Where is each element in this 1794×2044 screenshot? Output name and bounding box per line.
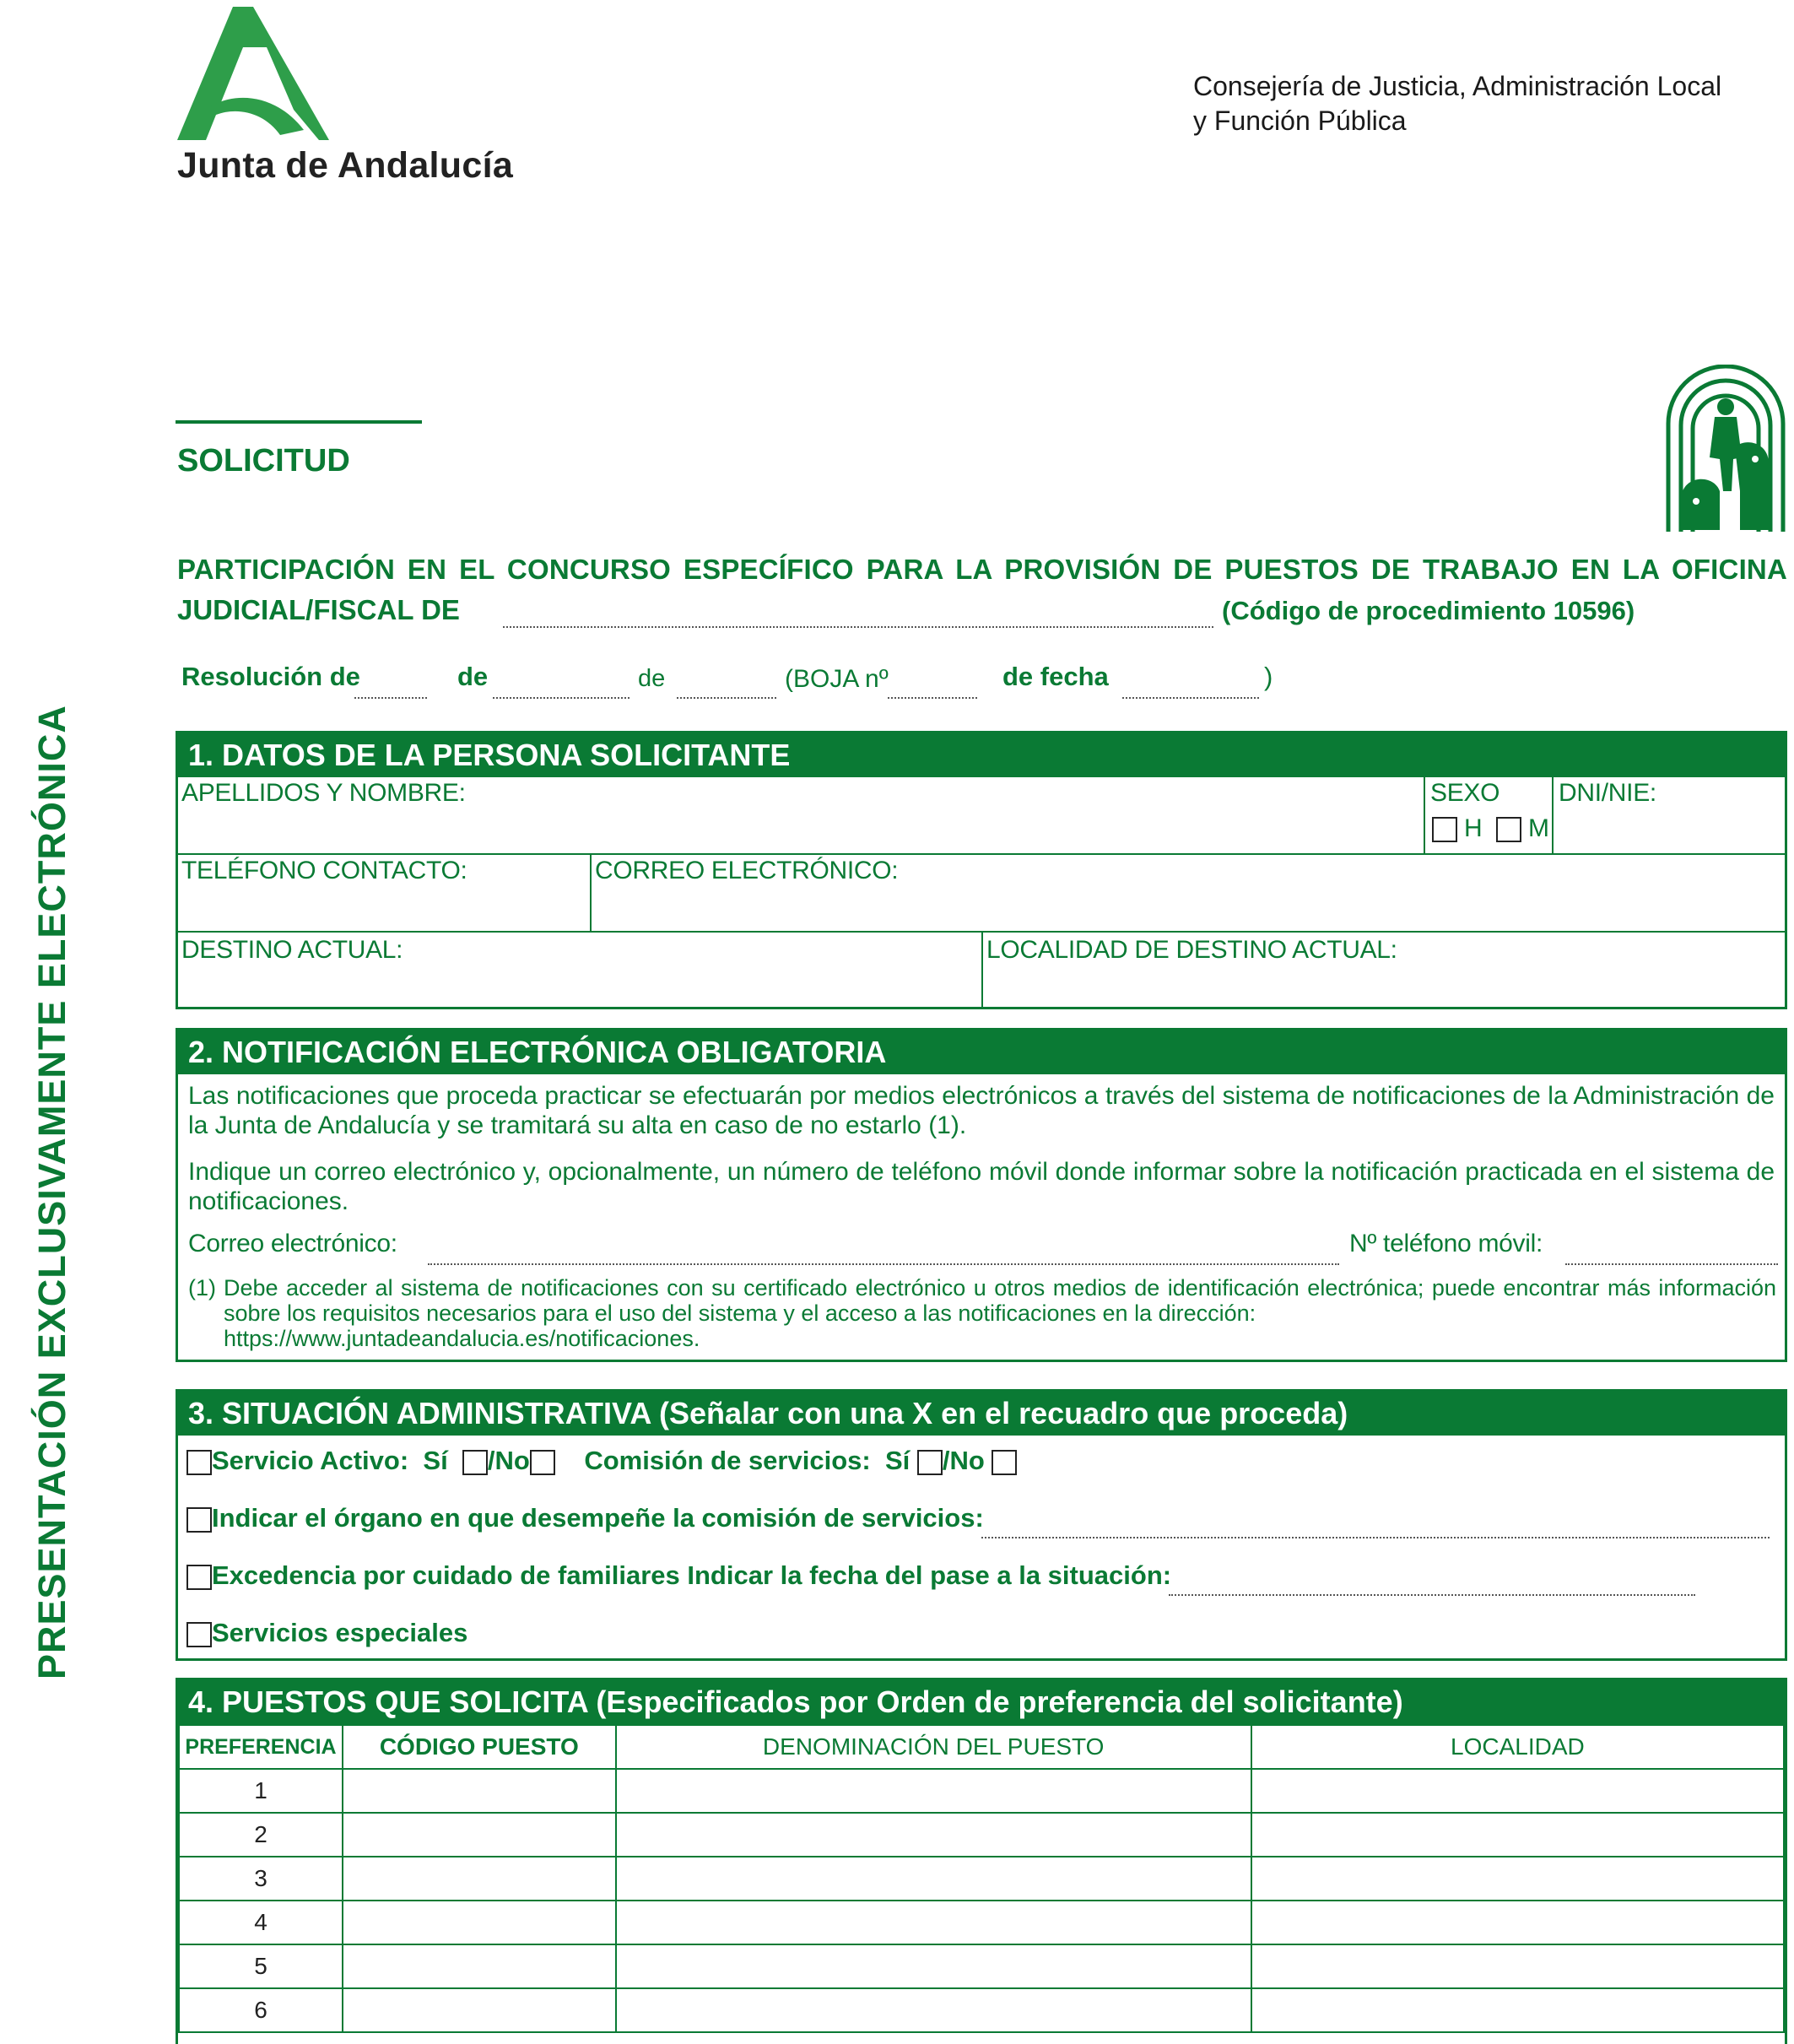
row-preference: 3 xyxy=(179,1857,343,1901)
denominacion-cell[interactable] xyxy=(616,1944,1251,1988)
servicio-activo-no-label: /No xyxy=(487,1446,530,1475)
resolucion-label: Resolución de xyxy=(181,662,360,691)
boja-date-field[interactable] xyxy=(1122,697,1259,699)
servicios-especiales-checkbox[interactable] xyxy=(186,1622,212,1647)
comision-si-checkbox[interactable] xyxy=(917,1450,943,1475)
notif-correo-label: Correo electrónico: xyxy=(188,1230,397,1257)
oficina-field[interactable] xyxy=(503,626,1213,628)
denominacion-cell[interactable] xyxy=(616,1813,1251,1857)
destino-label: DESTINO ACTUAL: xyxy=(181,936,403,964)
resolucion-number-field[interactable] xyxy=(354,697,427,699)
de-fecha-label: de fecha xyxy=(1002,662,1109,691)
correo-label: CORREO ELECTRÓNICO: xyxy=(595,857,899,884)
servicios-especiales-label: Servicios especiales xyxy=(212,1618,468,1647)
boja-close-paren: ) xyxy=(1264,662,1273,691)
resolucion-de-label: de xyxy=(457,662,489,691)
notification-paragraph-2: Indique un correo electrónico y, opcionalmente, un número de teléfono móvil donde informar sobre la notificación practicada en el sistema de notificaciones. xyxy=(188,1158,1775,1215)
organo-field[interactable] xyxy=(981,1537,1770,1538)
organo-checkbox[interactable] xyxy=(186,1507,212,1533)
excedencia-label: Excedencia por cuidado de familiares Indicar la fecha del pase a la situación: xyxy=(212,1560,1172,1590)
sexo-label: SEXO xyxy=(1430,779,1500,807)
junta-andalucia-logo-icon xyxy=(177,7,329,142)
note-text: Debe acceder al sistema de notificaciones con su certificado electrónico u otros medios de identificación electrónica; puede encontrar más información sobre los requisitos necesarios para el uso del sistema y el acceso a las notificaciones en la dirección: xyxy=(224,1275,1776,1326)
section-administrative-status xyxy=(176,1389,1787,1661)
positions-table xyxy=(178,1724,1785,2033)
notif-correo-field[interactable] xyxy=(428,1263,1339,1265)
denominacion-cell[interactable] xyxy=(616,1988,1251,2032)
servicio-activo-label: Servicio Activo: xyxy=(212,1446,409,1475)
row-preference: 4 xyxy=(179,1901,343,1944)
notif-movil-field[interactable] xyxy=(1565,1263,1778,1265)
title-rule xyxy=(176,420,422,424)
sexo-cell xyxy=(1425,777,1554,855)
excedencia-checkbox[interactable] xyxy=(186,1565,212,1590)
codigo-puesto-cell[interactable] xyxy=(343,1813,616,1857)
procedure-code: (Código de procedimiento 10596) xyxy=(1222,596,1635,625)
table-row xyxy=(179,1857,1784,1901)
section-electronic-notification xyxy=(176,1028,1787,1362)
localidad-cell[interactable] xyxy=(1251,1769,1784,1813)
table-row xyxy=(179,1988,1784,2032)
sexo-h-checkbox[interactable] xyxy=(1432,817,1457,842)
codigo-puesto-cell[interactable] xyxy=(343,1988,616,2032)
notif-movil-label: Nº teléfono móvil: xyxy=(1349,1230,1543,1257)
localidad-cell[interactable] xyxy=(1251,1857,1784,1901)
row-preference: 1 xyxy=(179,1769,343,1813)
note-marker: (1) xyxy=(188,1275,216,1300)
destino-field[interactable] xyxy=(178,933,983,1007)
servicio-activo-checkbox[interactable] xyxy=(186,1450,212,1475)
resolucion-day-field[interactable] xyxy=(493,697,630,699)
section-personal-data xyxy=(176,731,1787,1009)
table-row xyxy=(179,1813,1784,1857)
form-title-line-1: PARTICIPACIÓN EN EL CONCURSO ESPECÍFICO PARA LA PROVISIÓN DE PUESTOS DE TRABAJO EN LA OFICINA xyxy=(177,554,1787,585)
col-localidad: LOCALIDAD xyxy=(1251,1725,1784,1769)
dni-label: DNI/NIE: xyxy=(1559,779,1656,807)
comision-no-label: /No xyxy=(942,1446,985,1475)
section-3-title: 3. SITUACIÓN ADMINISTRATIVA (Señalar con una X en el recuadro que proceda) xyxy=(178,1392,1785,1436)
servicio-activo-no-checkbox[interactable] xyxy=(530,1450,555,1475)
table-row xyxy=(179,1944,1784,1988)
consejeria-line-1: Consejería de Justicia, Administración Local xyxy=(1193,71,1722,101)
col-preferencia: PREFERENCIA xyxy=(179,1725,343,1769)
localidad-cell[interactable] xyxy=(1251,1901,1784,1944)
apellidos-field[interactable] xyxy=(178,777,1425,855)
boja-label: (BOJA nº xyxy=(785,665,889,693)
denominacion-cell[interactable] xyxy=(616,1901,1251,1944)
comision-no-checkbox[interactable] xyxy=(992,1450,1017,1475)
telefono-field[interactable] xyxy=(178,855,592,933)
localidad-destino-field[interactable] xyxy=(983,933,1785,1007)
side-label: PRESENTACIÓN EXCLUSIVAMENTE ELECTRÓNICA xyxy=(30,705,73,1679)
notification-paragraph-1: Las notificaciones que proceda practicar se efectuarán por medios electrónicos a través del sistema de notificaciones de la Administración de la Junta de Andalucía y se tramitará su alta en caso de no estarlo (1). xyxy=(188,1082,1775,1139)
form-kind: SOLICITUD xyxy=(177,443,350,479)
sexo-h-label: H xyxy=(1464,814,1483,842)
row-preference: 2 xyxy=(179,1813,343,1857)
localidad-destino-label: LOCALIDAD DE DESTINO ACTUAL: xyxy=(986,936,1397,964)
codigo-puesto-cell[interactable] xyxy=(343,1769,616,1813)
codigo-puesto-cell[interactable] xyxy=(343,1857,616,1901)
consejeria-line-2: y Función Pública xyxy=(1193,105,1407,136)
dni-field[interactable] xyxy=(1554,777,1785,855)
resolucion-month-field[interactable] xyxy=(677,697,776,699)
organo-label: Indicar el órgano en que desempeñe la comisión de servicios: xyxy=(212,1503,984,1533)
table-row xyxy=(179,1769,1784,1813)
consejeria-name xyxy=(1193,69,1721,138)
section-1-title: 1. DATOS DE LA PERSONA SOLICITANTE xyxy=(178,733,1785,777)
telefono-label: TELÉFONO CONTACTO: xyxy=(181,857,467,884)
servicio-activo-si-label: Sí xyxy=(423,1446,448,1475)
notifications-link[interactable]: https://www.juntadeandalucia.es/notificaciones. xyxy=(224,1326,700,1351)
comision-si-label: Sí xyxy=(884,1446,911,1475)
table-header-row xyxy=(179,1725,1784,1769)
andalusia-coat-of-arms-icon xyxy=(1664,365,1787,533)
form-title-line-2: JUDICIAL/FISCAL DE xyxy=(177,594,460,625)
apellidos-label: APELLIDOS Y NOMBRE: xyxy=(181,779,466,807)
codigo-puesto-cell[interactable] xyxy=(343,1901,616,1944)
col-denominacion: DENOMINACIÓN DEL PUESTO xyxy=(616,1725,1251,1769)
resolucion-de-label-2: de xyxy=(638,665,666,692)
org-name: Junta de Andalucía xyxy=(177,145,514,186)
row-preference: 6 xyxy=(179,1988,343,2032)
section-4-title: 4. PUESTOS QUE SOLICITA (Especificados por Orden de preferencia del solicitante) xyxy=(178,1680,1785,1724)
excedencia-date-field[interactable] xyxy=(1169,1594,1695,1596)
servicio-activo-si-checkbox[interactable] xyxy=(462,1450,488,1475)
section-2-title: 2. NOTIFICACIÓN ELECTRÓNICA OBLIGATORIA xyxy=(178,1030,1785,1074)
comision-label: Comisión de servicios: xyxy=(584,1446,871,1475)
row-preference: 5 xyxy=(179,1944,343,1988)
boja-number-field[interactable] xyxy=(888,697,977,699)
denominacion-cell[interactable] xyxy=(616,1857,1251,1901)
denominacion-cell[interactable] xyxy=(616,1769,1251,1813)
table-row xyxy=(179,1901,1784,1944)
correo-field[interactable] xyxy=(592,855,1785,933)
sexo-m-label: M xyxy=(1528,814,1549,842)
col-codigo-puesto: CÓDIGO PUESTO xyxy=(343,1725,616,1769)
localidad-cell[interactable] xyxy=(1251,1813,1784,1857)
codigo-puesto-cell[interactable] xyxy=(343,1944,616,1988)
localidad-cell[interactable] xyxy=(1251,1988,1784,2032)
localidad-cell[interactable] xyxy=(1251,1944,1784,1988)
section-requested-positions xyxy=(176,1678,1787,2044)
sexo-m-checkbox[interactable] xyxy=(1496,817,1521,842)
